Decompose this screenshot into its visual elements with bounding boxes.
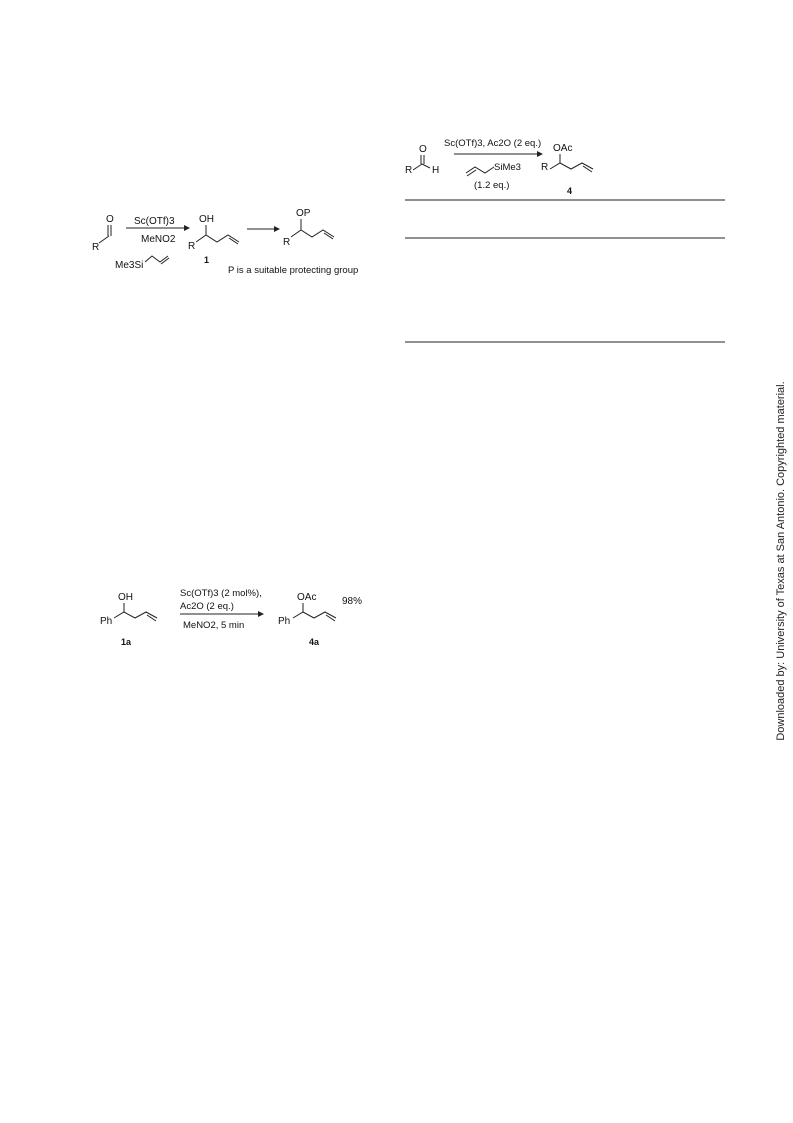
- reaction-arrow-head: [537, 151, 543, 157]
- reaction-arrow-1-head: [184, 225, 190, 231]
- product-double-bond: [583, 166, 592, 172]
- start-phenyl: Ph: [100, 616, 113, 627]
- reaction-arrow-head: [258, 611, 264, 617]
- aldehyde-oxygen: O: [106, 214, 114, 225]
- compound-number-1: 1: [204, 255, 210, 265]
- aldehyde-oxygen: O: [419, 144, 427, 155]
- product-oac-label: OAc: [297, 592, 317, 603]
- protected-op-label: OP: [296, 208, 311, 219]
- allylsilane-chain: [466, 167, 494, 173]
- allylsilane-silyl: SiMe3: [494, 162, 521, 173]
- product-double-bond: [326, 615, 335, 621]
- start-double-bond: [147, 615, 156, 621]
- reaction-arrow-2-head: [274, 226, 280, 232]
- product-oac-label: OAc: [553, 143, 573, 154]
- yield-value: 98%: [342, 596, 363, 607]
- silane-equivalents: (1.2 eq.): [474, 180, 510, 191]
- protecting-group-note: P is a suitable protecting group: [228, 265, 359, 276]
- reagent-line-1: Sc(OTf)3 (2 mol%),: [180, 588, 262, 599]
- scheme-acetoxy-allylation: [405, 138, 593, 196]
- aldehyde-r-group: R: [405, 165, 413, 176]
- aldehyde-h-bond: [422, 164, 430, 168]
- scheme-allylation: [92, 208, 358, 276]
- allylsilane-double-bond: [161, 258, 169, 264]
- compound-number-4: 4: [567, 186, 573, 196]
- compound-label-1a: 1a: [121, 637, 132, 647]
- aldehyde-r-group: R: [92, 242, 100, 253]
- aldehyde-hydrogen: H: [432, 165, 440, 176]
- product-phenyl: Ph: [278, 616, 291, 627]
- download-watermark: Downloaded by: University of Texas at San Antonio. Copyrighted material.: [775, 381, 787, 741]
- compound-label-4a: 4a: [309, 637, 320, 647]
- arrow-reagent-top: Sc(OTf)3, Ac2O (2 eq.): [444, 138, 542, 149]
- start-oh-label: OH: [118, 592, 133, 603]
- allylsilane-label: Me3Si: [115, 260, 144, 271]
- scheme-acetylation: [100, 588, 362, 647]
- aldehyde-r-bond: [413, 164, 422, 170]
- aldehyde-r-bond: [99, 236, 109, 243]
- protected-r-group: R: [283, 237, 291, 248]
- alcohol-oh-label: OH: [199, 214, 214, 225]
- reagent-line-2: Ac2O (2 eq.): [180, 601, 234, 612]
- reagent-line-3: MeNO2, 5 min: [183, 620, 245, 631]
- arrow-1-reagent-top: Sc(OTf)3: [134, 216, 175, 227]
- arrow-1-reagent-bottom: MeNO2: [141, 234, 176, 245]
- alcohol-r-group: R: [188, 241, 196, 252]
- product-r-group: R: [541, 162, 549, 173]
